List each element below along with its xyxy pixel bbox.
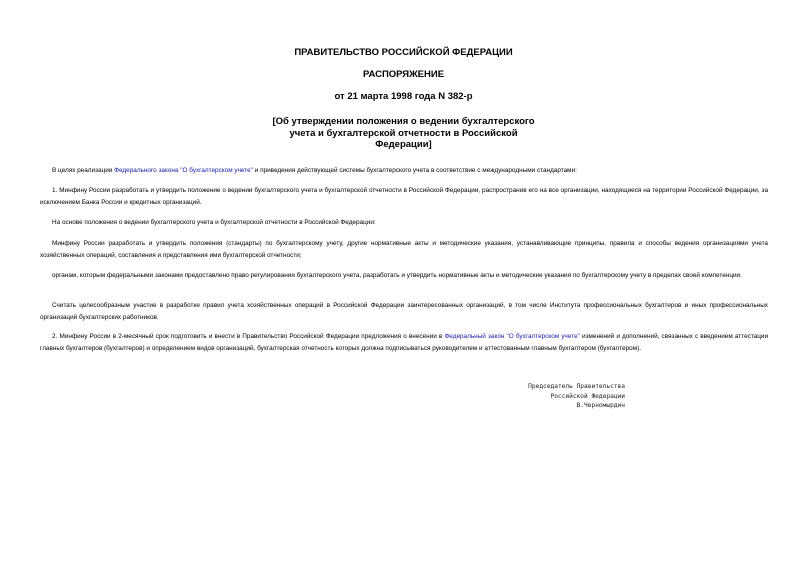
paragraph-item-2 [40, 331, 768, 354]
title-line-3: Федерации] [375, 139, 432, 150]
paragraph-minfin-standards: Минфину России разработать и утвердить положения (стандарты) по бухгалтерскому учету, другие нормативные акты и методические указания, устанавливающие принципы, правила и способы ведения организациями учета хозяйственных операций, составления и представления ими бухгалтерской отчетности; [40, 240, 768, 259]
item-2-text-after: изменений и дополнений, связанных с введением аттестации главных бухгалтеров (бухгалтеров) и определением видов организаций, бухгалтерская отчетность которых должна подписываться руководителем и аттестованным главным бухгалтером (бухгалтером). [40, 333, 769, 352]
item-2-text-before: 2. Минфину России в 2-месячный срок подготовить и внести в Правительство Российской Федерации предложения о внесении в [52, 333, 445, 340]
government-heading: ПРАВИТЕЛЬСТВО РОССИЙСКОЙ ФЕДЕРАЦИИ [294, 47, 513, 58]
federal-law-link-2[interactable]: Федеральный закон "О бухгалтерском учете" [444, 333, 580, 340]
document-type-heading: РАСПОРЯЖЕНИЕ [362, 69, 445, 80]
preamble-text-after: и приведения действующей системы бухгалтерского учета в соответствие с международными стандартами: [252, 167, 577, 174]
date-number-heading: от 21 марта 1998 года N 382-р [334, 91, 473, 102]
federal-law-link[interactable]: Федерального закона "О бухгалтерском учете" [114, 167, 253, 174]
preamble-text-before: В целях реализации [52, 167, 115, 174]
document-title [0, 116, 807, 151]
paragraph-preamble [40, 165, 768, 177]
paragraph-participation: Считать целесообразным участие в разработке правил учета хозяйственных операций в Российской Федерации заинтересованных организаций, в том числе Института профессиональных бухгалтеров и иных профессиональных организаций бухгалтерских работников. [40, 302, 768, 321]
signature-position: Председатель Правительства [528, 383, 625, 390]
signature-block [460, 382, 625, 411]
paragraph-item-1: 1. Минфину России разработать и утвердить положение о ведении бухгалтерского учета и бухгалтерской отчетности в Российской Федерации, распространив его на все организации, находящиеся на территории Российской Федерации, за исключением Банка России и кредитных организаций. [40, 187, 768, 206]
title-line-2: учета и бухгалтерской отчетности в Российской [289, 127, 518, 139]
paragraph-basis: На основе положения о ведении бухгалтерского учета и бухгалтерской отчетности в Российской Федерации: [52, 219, 376, 226]
signature-country: Российской Федерации [550, 392, 625, 400]
signature-name: В.Черномырдин [576, 402, 625, 409]
paragraph-authorities: органам, которым федеральными законами предоставлено право регулирования бухгалтерского учета, разработать и утвердить нормативные акты и методические указания по бухгалтерскому учету в пределах своей компетенции. [52, 272, 742, 279]
title-line-1: [Об утверждении положения о ведении бухгалтерского [272, 116, 535, 127]
